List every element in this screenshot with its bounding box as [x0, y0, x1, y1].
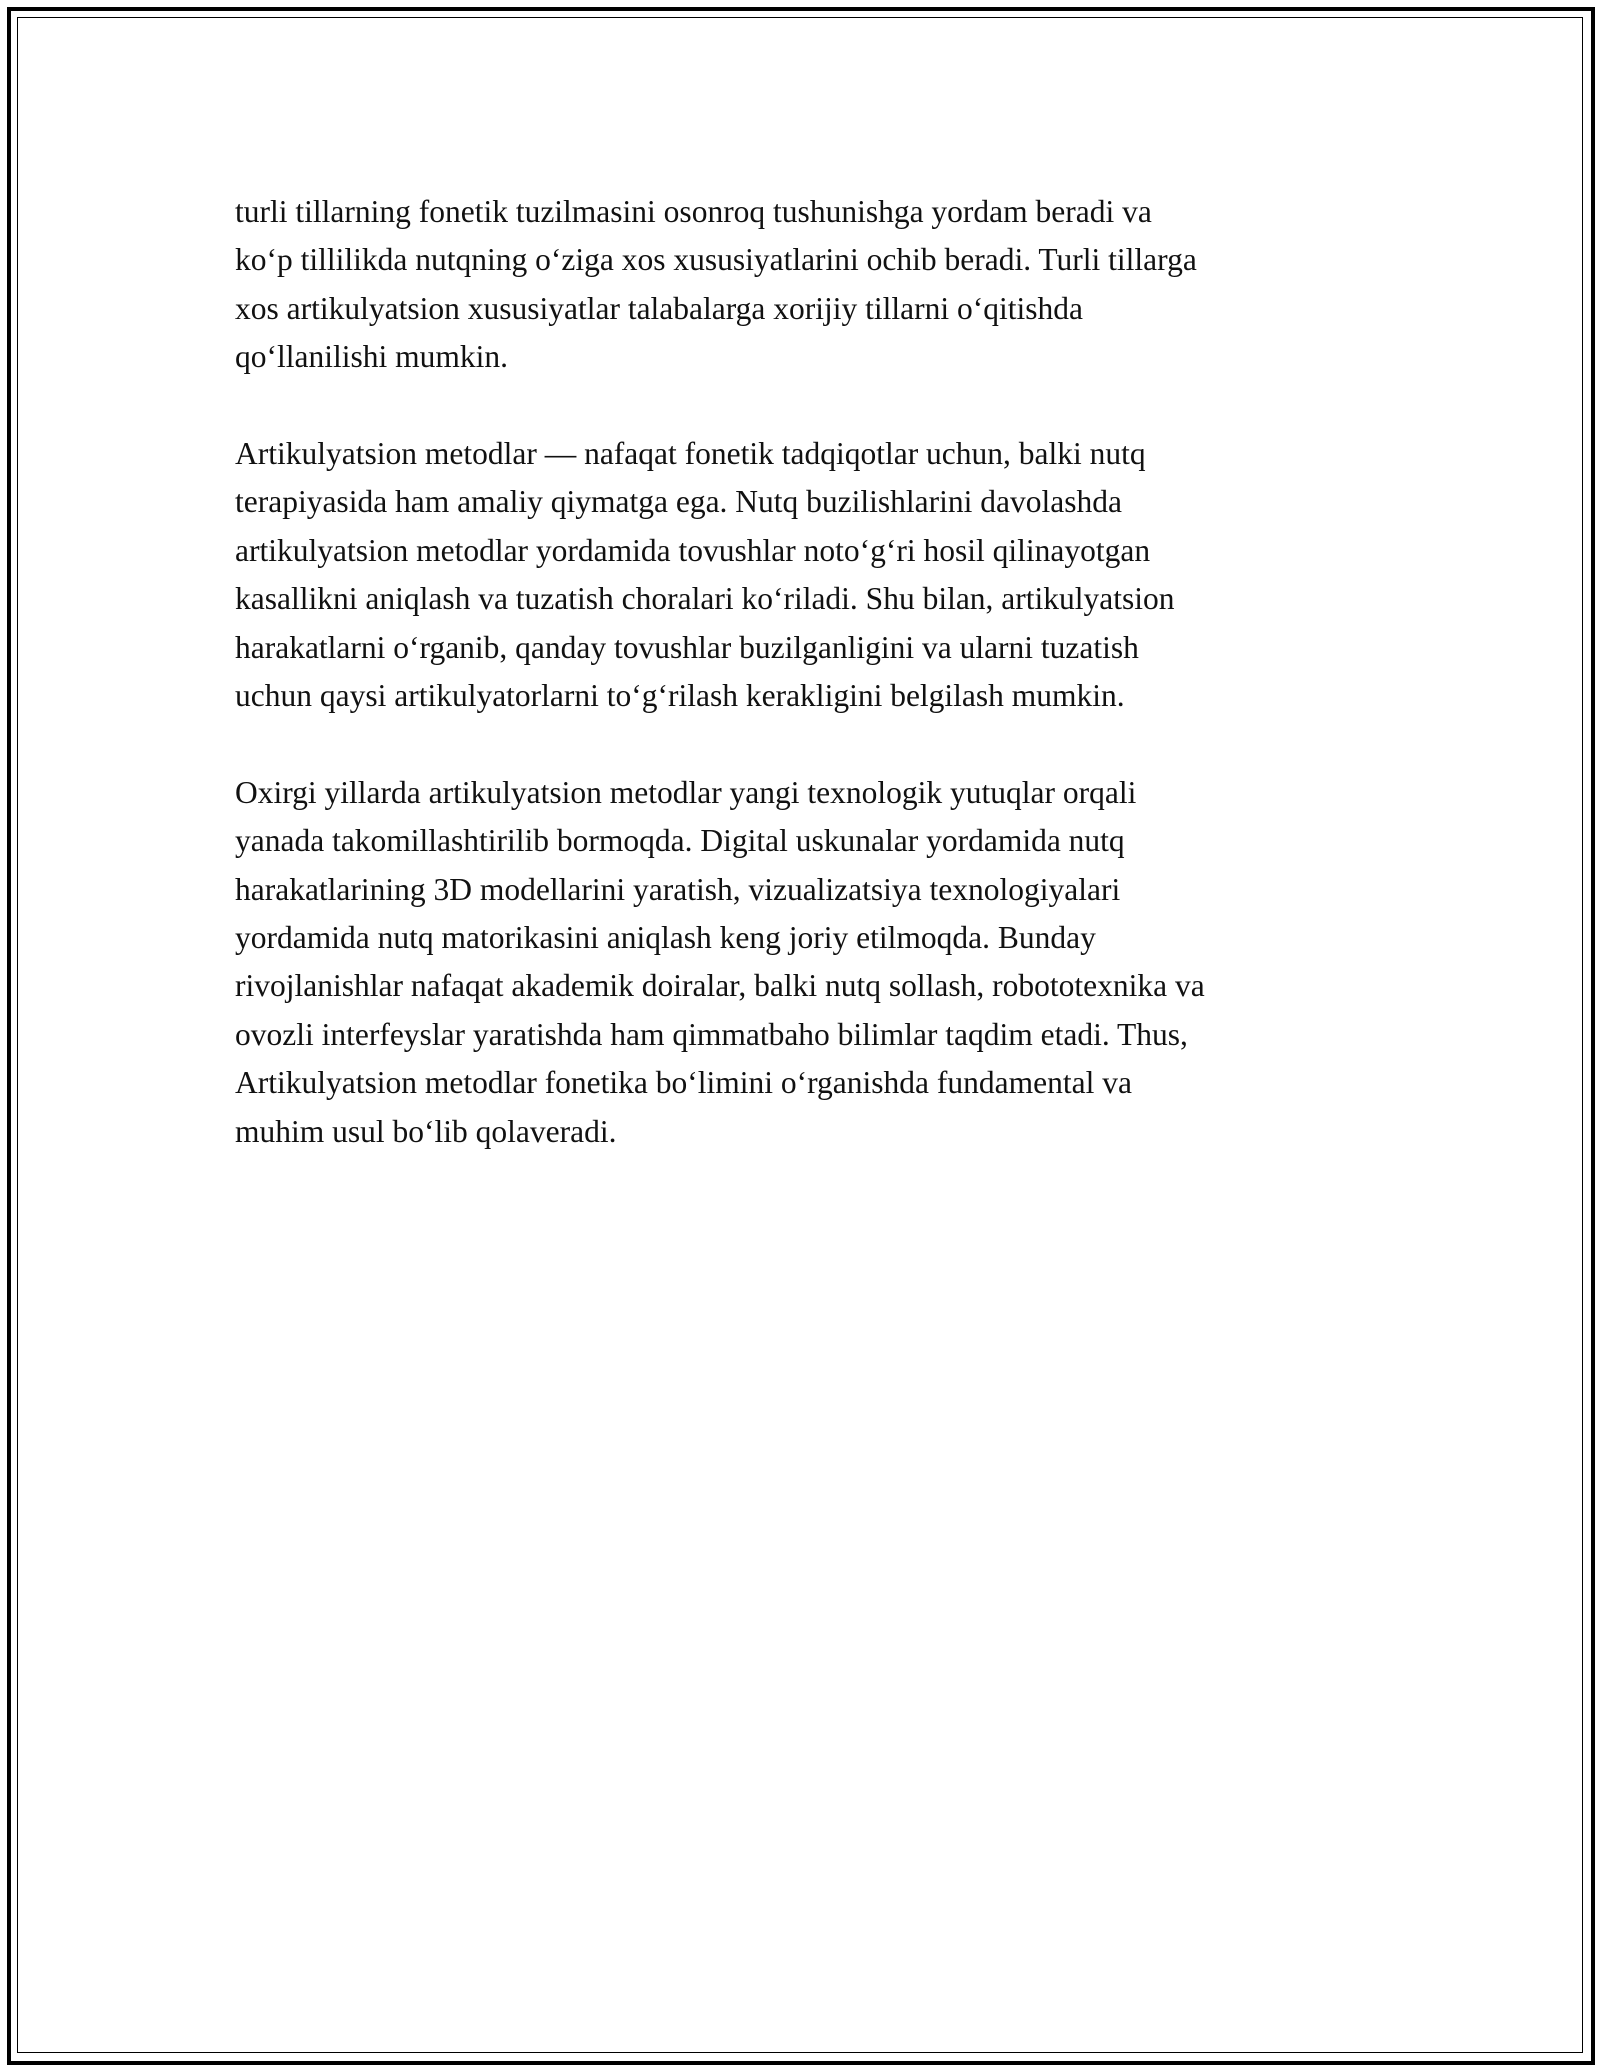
paragraph-1 [235, 188, 1395, 382]
text-line: muhim usul bo‘lib qolaveradi. [235, 1113, 617, 1149]
document-body [235, 188, 1395, 1204]
text-line: Artikulyatsion metodlar — nafaqat fonetik tadqiqotlar uchun, balki nutq [235, 436, 1146, 472]
text-line: yordamida nutq matorikasini aniqlash keng joriy etilmoqda. Bunday [235, 920, 1096, 956]
text-line: xos artikulyatsion xususiyatlar talabalarga xorijiy tillarni o‘qitishda [235, 290, 1083, 326]
text-line: Oxirgi yillarda artikulyatsion metodlar yangi texnologik yutuqlar orqali [235, 774, 1137, 810]
text-line: uchun qaysi artikulyatorlarni to‘g‘rilash kerakligini belgilash mumkin. [235, 678, 1125, 714]
text-line: ovozli interfeyslar yaratishda ham qimmatbaho bilimlar taqdim etadi. Thus, [235, 1016, 1188, 1052]
text-line: artikulyatsion metodlar yordamida tovushlar noto‘g‘ri hosil qilinayotgan [235, 532, 1151, 568]
text-line: turli tillarning fonetik tuzilmasini osonroq tushunishga yordam beradi va [235, 194, 1152, 229]
text-line: kasallikni aniqlash va tuzatish choralari ko‘riladi. Shu bilan, artikulyatsion [235, 581, 1175, 617]
text-line: harakatlarni o‘rganib, qanday tovushlar buzilganligini va ularni tuzatish [235, 629, 1139, 665]
paragraph-2 [235, 430, 1395, 720]
text-line: rivojlanishlar nafaqat akademik doiralar, balki nutq sollash, robototexnika va [235, 968, 1205, 1004]
text-line: terapiyasida ham amaliy qiymatga ega. Nutq buzilishlarini davolashda [235, 484, 1122, 520]
text-line: ko‘p tillilikda nutqning o‘ziga xos xususiyatlarini ochib beradi. Turli tillarga [235, 242, 1197, 278]
text-line: qo‘llanilishi mumkin. [235, 339, 508, 375]
text-line: Artikulyatsion metodlar fonetika bo‘limini o‘rganishda fundamental va [235, 1065, 1132, 1101]
text-line: yanada takomillashtirilib bormoqda. Digital uskunalar yordamida nutq [235, 823, 1125, 859]
text-line: harakatlarining 3D modellarini yaratish, vizualizatsiya texnologiyalari [235, 871, 1121, 907]
paragraph-3 [235, 769, 1395, 1156]
